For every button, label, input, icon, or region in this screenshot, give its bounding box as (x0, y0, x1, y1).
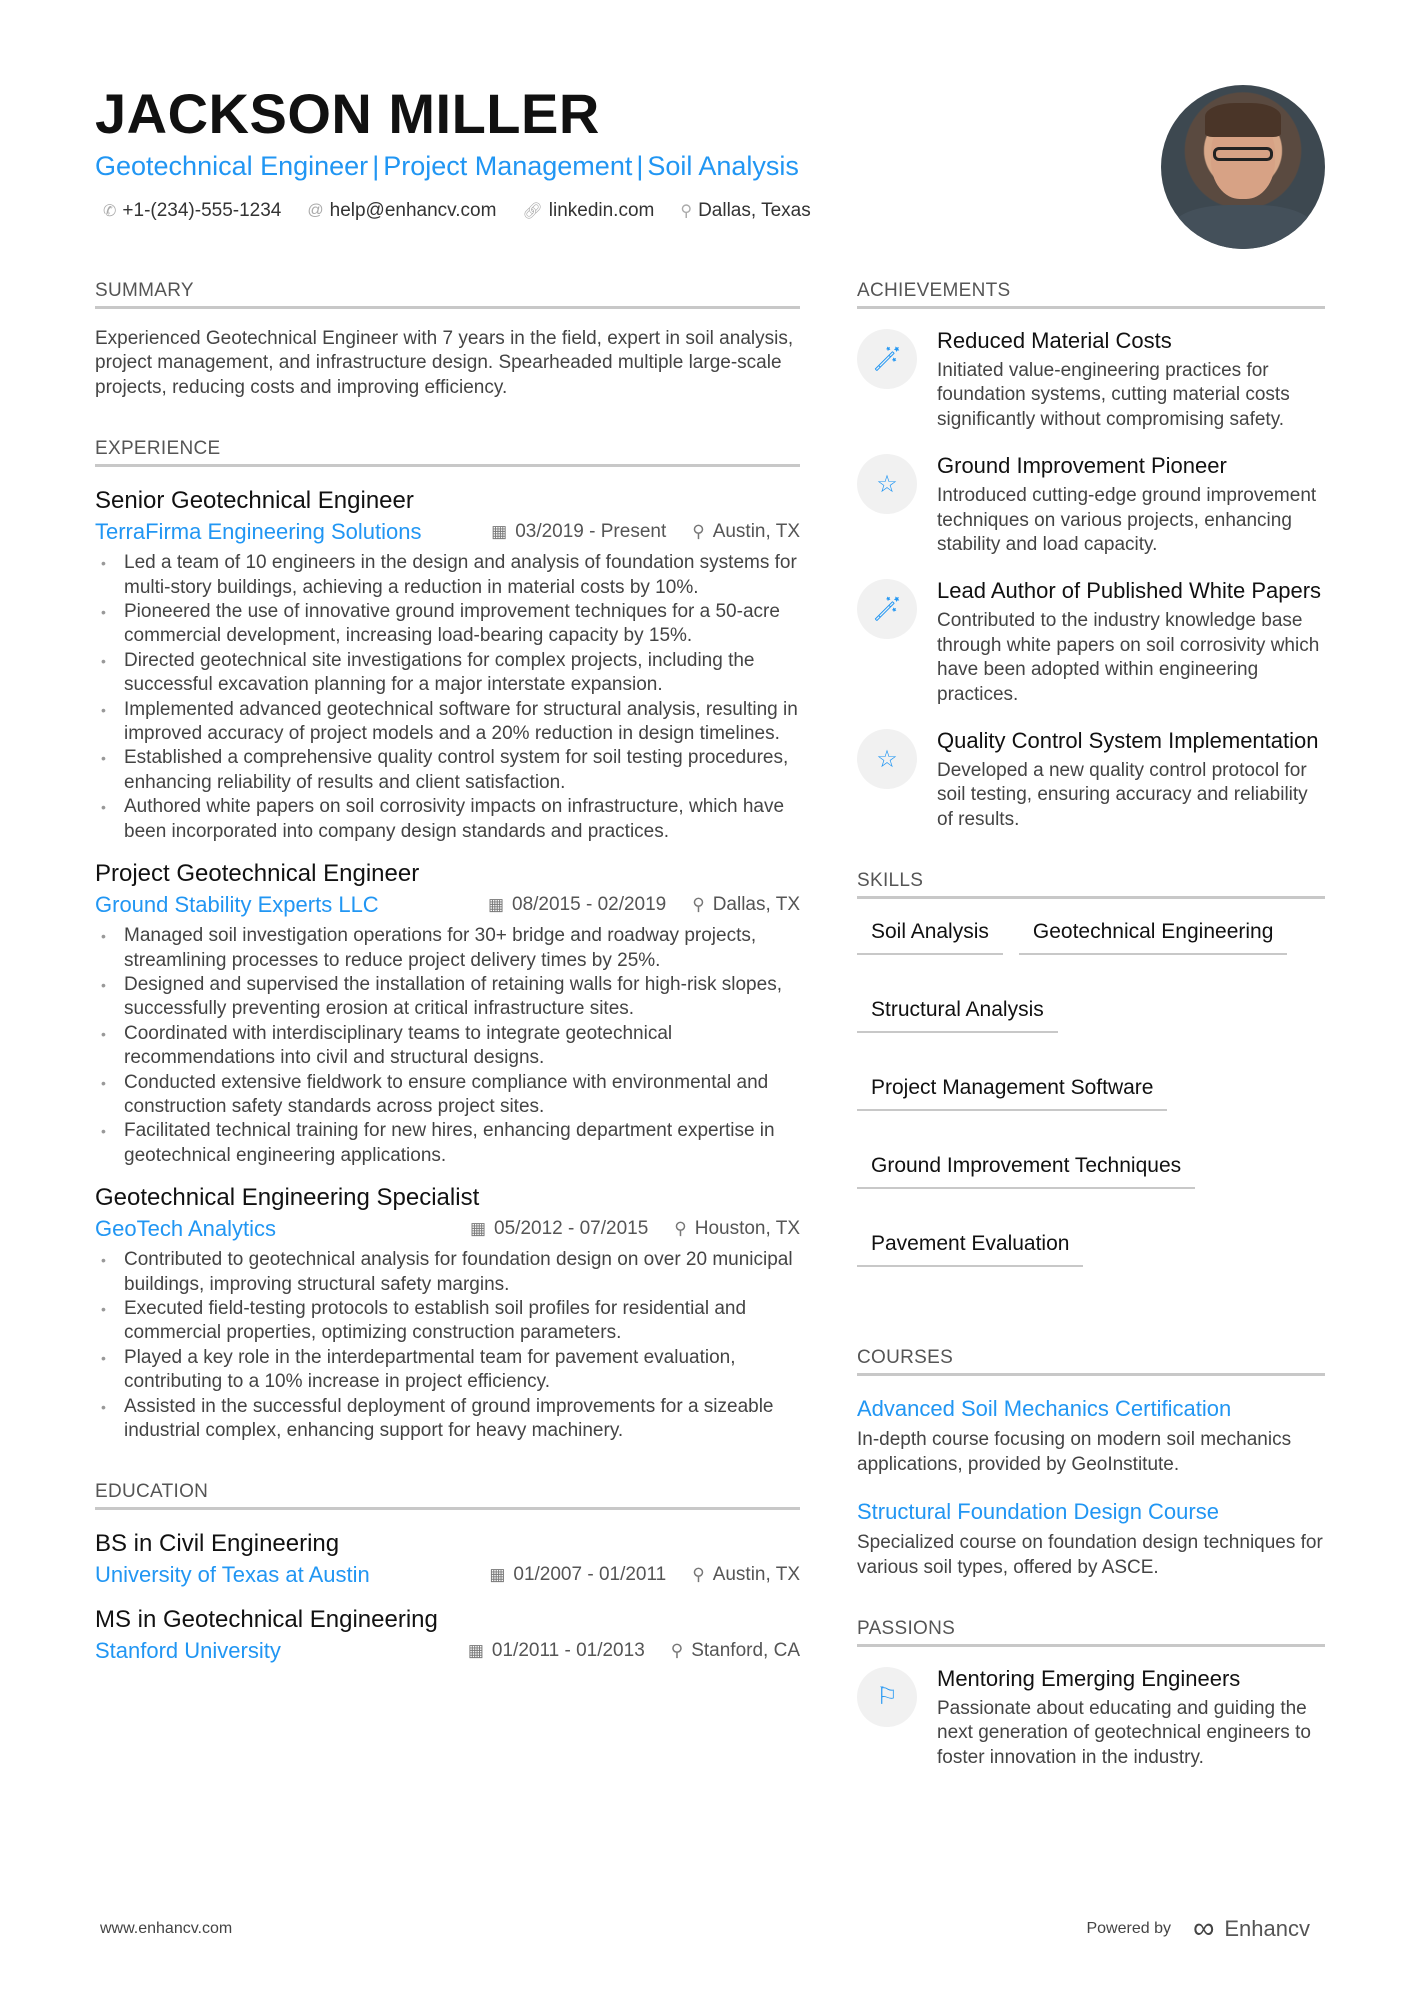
job-dates: 05/2012 - 07/2015 (494, 1218, 649, 1240)
location-pin-icon: ⚲ (692, 522, 705, 542)
headline: Geotechnical Engineer | Project Management | Soil Analysis (95, 151, 799, 181)
course-description: In-depth course focusing on modern soil mechanics applications, provided by GeoInstitute. (857, 1429, 1292, 1475)
calendar-icon: ▦ (491, 522, 508, 542)
summary-text: Experienced Geotechnical Engineer with 7 years in the field, expert in soil analysis, project management, and infrastructure design. Spearheaded multiple large-scale projects, reducing costs and improving efficiency. (95, 328, 794, 398)
item-description: Contributed to the industry knowledge base through white papers on soil corrosivity which have been adopted within engineering practices. (937, 610, 1320, 705)
company-name: TerraFirma Engineering Solutions (95, 519, 422, 545)
bullet-point: • Conducted extensive fieldwork to ensure compliance with environmental and construction safety standards across project sites. (95, 1071, 800, 1120)
bullet-point: • Implemented advanced geotechnical software for structural analysis, resulting in improved accuracy of project models and a 20% reduction in design timelines. (95, 698, 800, 747)
achievements-item (857, 452, 1325, 557)
job-location: Houston, TX (694, 1218, 800, 1240)
item-description: Developed a new quality control protocol for soil testing, ensuring accuracy and reliability of results. (937, 760, 1308, 830)
bullet-point: • Directed geotechnical site investigations for complex projects, including the successful excavation planning for a major interstate expansion. (95, 649, 800, 698)
bullet-point: • Managed soil investigation operations for 30+ bridge and roadway projects, streamlining processes to reduce project delivery times by 25%. (95, 924, 800, 973)
magic-wand-icon: 🪄︎ (857, 579, 917, 639)
bullet-point: • Led a team of 10 engineers in the design and analysis of foundation systems for multi-story buildings, achieving a reduction in material costs by 10%. (95, 551, 800, 600)
course-item (857, 1497, 1325, 1580)
bullet-point: • Coordinated with interdisciplinary teams to integrate geotechnical recommendations into civil and structural designs. (95, 1022, 800, 1071)
job-title: Senior Geotechnical Engineer (95, 487, 414, 515)
section-heading: SUMMARY (95, 280, 800, 309)
bullet-point: • Executed field-testing protocols to establish soil profiles for residential and commercial properties, optimizing construction parameters. (95, 1297, 800, 1346)
experience-item (95, 858, 800, 1168)
item-title: Ground Improvement Pioneer (937, 453, 1227, 479)
bullet-point: • Facilitated technical training for new hires, enhancing department expertise in geotechnical engineering applications. (95, 1119, 800, 1168)
star-icon: ☆ (857, 454, 917, 514)
headline-item: Soil Analysis (647, 151, 799, 181)
passions-item (857, 1665, 1325, 1770)
achievements-item (857, 327, 1325, 432)
education-section (95, 1481, 800, 1666)
item-title: Reduced Material Costs (937, 328, 1172, 353)
skill-tag: Project Management Software (857, 1073, 1167, 1111)
at-icon: @ (307, 202, 324, 219)
item-title: Lead Author of Published White Papers (937, 578, 1322, 604)
item-description: Passionate about educating and guiding the next generation of geotechnical engineers to foster innovation in the industry. (937, 1697, 1311, 1768)
edu-location: Stanford, CA (691, 1640, 800, 1662)
location-pin-icon: ⚲ (692, 895, 705, 915)
skill-tag: Soil Analysis (857, 917, 1003, 955)
course-title: Structural Foundation Design Course (857, 1499, 1219, 1525)
achievements-item (857, 577, 1325, 707)
contact-info (95, 200, 1095, 222)
bullet-point: • Assisted in the successful deployment of ground improvements for a sizeable industrial complex, enhancing support for heavy machinery. (95, 1395, 800, 1444)
bullet-point: • Designed and supervised the installation of retaining walls for high-risk slopes, successfully preventing erosion at critical infrastructure sites. (95, 973, 800, 1022)
phone-icon: ✆ (103, 203, 117, 220)
summary-section (95, 280, 800, 400)
company-name: Ground Stability Experts LLC (95, 892, 379, 918)
link-icon: 🔗︎ (522, 203, 543, 220)
achievements-item (857, 727, 1325, 832)
passions-section (857, 1618, 1325, 1770)
degree: MS in Geotechnical Engineering (95, 1606, 438, 1634)
bullet-point: • Authored white papers on soil corrosivity impacts on infrastructure, which have been incorporated into company design standards and practices. (95, 795, 800, 844)
phone: +1-(234)-555-1234 (122, 200, 282, 221)
skill-tag: Pavement Evaluation (857, 1229, 1083, 1267)
company-name: GeoTech Analytics (95, 1216, 276, 1242)
bullet-point: • Played a key role in the interdepartmental team for pavement evaluation, contributing to a 10% increase in project efficiency. (95, 1346, 800, 1395)
job-dates: 03/2019 - Present (515, 521, 667, 543)
location-pin-icon: ⚲ (680, 203, 693, 220)
location-pin-icon: ⚲ (670, 1641, 684, 1661)
skills-section (857, 870, 1325, 1287)
job-location: Austin, TX (712, 521, 800, 543)
location-pin-icon: ⚲ (674, 1219, 687, 1239)
item-title: Mentoring Emerging Engineers (937, 1665, 1241, 1691)
enhancv-logo: ∞ Enhancv (1192, 1912, 1310, 1945)
course-description: Specialized course on foundation design techniques for various soil types, offered by ASCE. (857, 1532, 1323, 1578)
education-item (95, 1528, 800, 1590)
course-item (857, 1394, 1325, 1477)
powered-by-label: Powered by (1086, 1920, 1171, 1937)
linkedin[interactable]: linkedin.com (548, 200, 655, 221)
experience-item (95, 485, 800, 844)
item-title: Quality Control System Implementation (937, 728, 1319, 754)
headline-item: Project Management (383, 151, 633, 181)
section-heading: PASSIONS (857, 1618, 1325, 1647)
achievements-section (857, 280, 1325, 832)
candidate-name: JACKSON MILLER (95, 82, 600, 145)
footer (100, 1912, 1310, 1946)
bullet-point: • Pioneered the use of innovative ground improvement techniques for a 50-acre commercial development, increasing load-bearing capacity by 15%. (95, 600, 800, 649)
section-heading: EDUCATION (95, 1481, 800, 1510)
magic-wand-icon: 🪄︎ (857, 329, 917, 389)
item-description: Introduced cutting-edge ground improvement techniques on various projects, enhancing stability and load capacity. (937, 485, 1317, 556)
job-location: Dallas, TX (712, 894, 800, 916)
skill-tag: Geotechnical Engineering (1019, 917, 1288, 955)
headline-item: Geotechnical Engineer (95, 151, 369, 181)
infinity-logo-icon: ∞ (1192, 1912, 1215, 1945)
bullet-point: • Established a comprehensive quality control system for soil testing procedures, enhancing reliability of results and client satisfaction. (95, 746, 800, 795)
school-name: Stanford University (95, 1638, 281, 1664)
degree: BS in Civil Engineering (95, 1530, 340, 1558)
edu-dates: 01/2007 - 01/2011 (513, 1564, 667, 1586)
location-pin-icon: ⚲ (692, 1565, 705, 1585)
job-dates: 08/2015 - 02/2019 (512, 894, 667, 916)
skill-tag: Ground Improvement Techniques (857, 1151, 1195, 1189)
courses-section (857, 1347, 1325, 1580)
course-title: Advanced Soil Mechanics Certification (857, 1396, 1232, 1422)
avatar (1161, 85, 1325, 249)
experience-item (95, 1182, 800, 1443)
skill-tag: Structural Analysis (857, 995, 1058, 1033)
section-heading: SKILLS (857, 870, 1325, 899)
section-heading: EXPERIENCE (95, 438, 800, 467)
edu-dates: 01/2011 - 01/2013 (491, 1640, 645, 1662)
calendar-icon: ▦ (489, 1565, 506, 1585)
section-heading: COURSES (857, 1347, 1325, 1376)
section-heading: ACHIEVEMENTS (857, 280, 1325, 309)
education-item (95, 1604, 800, 1666)
experience-section (95, 438, 800, 1443)
school-name: University of Texas at Austin (95, 1562, 370, 1588)
location: Dallas, Texas (698, 200, 811, 221)
flag-icon: ⚐ (857, 1667, 917, 1727)
email[interactable]: help@enhancv.com (329, 200, 497, 221)
calendar-icon: ▦ (469, 1219, 487, 1239)
star-icon: ☆ (857, 729, 917, 789)
resume-header (95, 82, 1095, 222)
job-title: Project Geotechnical Engineer (95, 860, 420, 888)
edu-location: Austin, TX (712, 1564, 800, 1586)
calendar-icon: ▦ (487, 895, 504, 915)
bullet-point: • Contributed to geotechnical analysis for foundation design on over 20 municipal buildings, improving structural safety margins. (95, 1248, 800, 1297)
website-link[interactable]: www.enhancv.com (100, 1920, 233, 1937)
job-title: Geotechnical Engineering Specialist (95, 1184, 480, 1212)
calendar-icon: ▦ (467, 1641, 484, 1661)
item-description: Initiated value-engineering practices for foundation systems, cutting material costs significantly without compromising safety. (937, 360, 1290, 430)
